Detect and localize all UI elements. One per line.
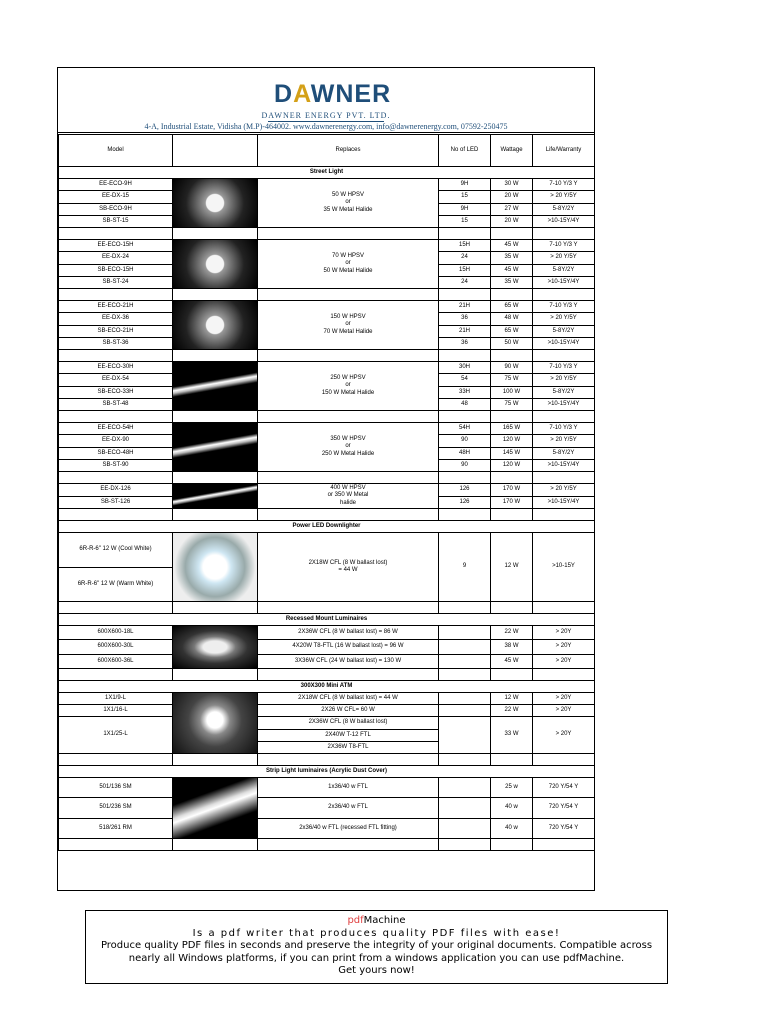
led-count-cell: 48H: [439, 447, 491, 459]
replaces-cell: 2X26 W CFL= 60 W: [258, 705, 439, 717]
price-sheet: [57, 67, 595, 891]
product-table: [58, 134, 595, 851]
section-header-row: [59, 521, 595, 533]
replaces-cell: 4X20W T8-FTL (16 W ballast lost) = 96 W: [258, 640, 439, 654]
empty-cell: [173, 669, 258, 681]
life-cell: >10-15Y/4Y: [533, 398, 595, 410]
model-cell: EE-DX-126: [59, 484, 173, 497]
spacer-row: [59, 228, 595, 240]
led-count-cell: [439, 705, 491, 717]
empty-cell: [439, 289, 491, 301]
col-model: Model: [59, 135, 173, 167]
life-cell: 720 Y/54 Y: [533, 778, 595, 798]
led-count-cell: [439, 640, 491, 654]
col-leds: No of LED: [439, 135, 491, 167]
empty-cell: [258, 289, 439, 301]
life-cell: >10-15Y/4Y: [533, 337, 595, 349]
image-cell: [173, 301, 258, 350]
mini-atm-row: [59, 693, 595, 705]
wattage-cell: 40 w: [491, 818, 533, 838]
empty-cell: [533, 472, 595, 484]
model-cell: SB-ST-48: [59, 398, 173, 410]
led-count-cell: 9: [439, 533, 491, 602]
col-image: [173, 135, 258, 167]
life-cell: > 20 Y/5Y: [533, 484, 595, 497]
led-count-cell: 24: [439, 276, 491, 288]
model-cell: SB-ST-15: [59, 215, 173, 227]
empty-cell: [258, 669, 439, 681]
life-cell: 5-8Y/2Y: [533, 386, 595, 398]
empty-cell: [258, 839, 439, 851]
spacer-row: [59, 669, 595, 681]
wattage-cell: 12 W: [491, 533, 533, 602]
life-cell: > 20 Y/5Y: [533, 191, 595, 203]
empty-cell: [491, 472, 533, 484]
empty-cell: [533, 669, 595, 681]
empty-cell: [258, 754, 439, 766]
life-cell: 5-8Y/2Y: [533, 203, 595, 215]
empty-cell: [491, 350, 533, 362]
life-cell: 7-10 Y/3 Y: [533, 240, 595, 252]
spacer-row: [59, 754, 595, 766]
replaces-cell: 2X40W T-12 FTL: [258, 730, 439, 742]
life-cell: 7-10 Y/3 Y: [533, 423, 595, 435]
section-header-row: [59, 614, 595, 626]
life-cell: 720 Y/54 Y: [533, 818, 595, 838]
company-address: 4-A, Industrial Estate, Vidisha (M.P)-464002. www.dawnerenergy.com, info@dawnerenergy.com, 07592-250475: [144, 122, 508, 131]
spacer-row: [59, 289, 595, 301]
life-cell: > 20 Y/5Y: [533, 374, 595, 386]
section-title: Power LED Downlighter: [59, 521, 595, 533]
model-cell: 6R-R-6" 12 W (Cool White): [59, 533, 173, 568]
empty-cell: [59, 228, 173, 240]
product-photo: [173, 626, 257, 668]
life-cell: > 20Y: [533, 705, 595, 717]
led-count-cell: 90: [439, 459, 491, 471]
led-count-cell: 15H: [439, 264, 491, 276]
wattage-cell: 100 W: [491, 386, 533, 398]
footer-line-4: Get yours now!: [338, 965, 415, 977]
spacer-row: [59, 472, 595, 484]
wattage-cell: 22 W: [491, 626, 533, 640]
empty-cell: [258, 602, 439, 614]
wattage-cell: 38 W: [491, 640, 533, 654]
product-photo: [173, 240, 257, 288]
product-photo: [173, 423, 257, 471]
led-count-cell: 90: [439, 435, 491, 447]
model-cell: SB-ECO-33H: [59, 386, 173, 398]
model-cell: SB-ECO-21H: [59, 325, 173, 337]
spacer-row: [59, 602, 595, 614]
empty-cell: [173, 411, 258, 423]
image-cell: [173, 484, 258, 509]
wattage-cell: 145 W: [491, 447, 533, 459]
wattage-cell: 35 W: [491, 252, 533, 264]
pdfmachine-brand: pdfMachine: [347, 915, 406, 926]
empty-cell: [439, 228, 491, 240]
section-title: 300X300 Mini ATM: [59, 681, 595, 693]
led-count-cell: [439, 693, 491, 705]
image-cell: [173, 778, 258, 839]
empty-cell: [59, 669, 173, 681]
wattage-cell: 120 W: [491, 459, 533, 471]
model-cell: SB-ST-90: [59, 459, 173, 471]
empty-cell: [173, 289, 258, 301]
empty-cell: [491, 509, 533, 521]
life-cell: >10-15Y/4Y: [533, 496, 595, 509]
empty-cell: [491, 602, 533, 614]
spacer-row: [59, 411, 595, 423]
empty-cell: [533, 602, 595, 614]
image-cell: [173, 240, 258, 289]
empty-cell: [173, 350, 258, 362]
life-cell: 5-8Y/2Y: [533, 325, 595, 337]
replaces-cell: 2X18W CFL (8 W ballast lost) = 44 W: [258, 693, 439, 705]
model-cell: SB-ST-126: [59, 496, 173, 509]
empty-cell: [491, 669, 533, 681]
model-cell: SB-ST-24: [59, 276, 173, 288]
image-cell: [173, 362, 258, 411]
life-cell: >10-15Y/4Y: [533, 459, 595, 471]
wattage-cell: 90 W: [491, 362, 533, 374]
wattage-cell: 45 W: [491, 654, 533, 668]
wattage-cell: 12 W: [491, 693, 533, 705]
col-replaces: Replaces: [258, 135, 439, 167]
strip-light-row: [59, 798, 595, 818]
empty-cell: [533, 289, 595, 301]
wattage-cell: 120 W: [491, 435, 533, 447]
image-cell: [173, 626, 258, 669]
empty-cell: [533, 228, 595, 240]
wattage-cell: 25 w: [491, 778, 533, 798]
empty-cell: [491, 228, 533, 240]
street-light-row: [59, 423, 595, 435]
empty-cell: [59, 509, 173, 521]
wattage-cell: 35 W: [491, 276, 533, 288]
replaces-cell: 2x36/40 w FTL: [258, 798, 439, 818]
led-count-cell: 21H: [439, 301, 491, 313]
led-count-cell: [439, 818, 491, 838]
empty-cell: [439, 472, 491, 484]
replaces-cell: 50 W HPSV or 35 W Metal Halide: [258, 179, 439, 228]
life-cell: > 20 Y/5Y: [533, 435, 595, 447]
empty-cell: [173, 754, 258, 766]
led-count-cell: 126: [439, 484, 491, 497]
led-count-cell: 15: [439, 215, 491, 227]
section-title: Recessed Mount Luminaires: [59, 614, 595, 626]
life-cell: > 20Y: [533, 654, 595, 668]
empty-cell: [533, 411, 595, 423]
section-title: Street Light: [59, 167, 595, 179]
replaces-cell: 2X36W T8-FTL: [258, 742, 439, 754]
model-cell: 1X1/16-L: [59, 705, 173, 717]
empty-cell: [533, 509, 595, 521]
replaces-cell: 2X36W CFL (8 W ballast lost) = 86 W: [258, 626, 439, 640]
strip-light-row: [59, 778, 595, 798]
letterhead: [58, 68, 594, 133]
life-cell: > 20 Y/5Y: [533, 313, 595, 325]
company-name: DAWNER ENERGY PVT. LTD.: [58, 111, 594, 120]
empty-cell: [258, 472, 439, 484]
product-photo: [173, 179, 257, 227]
led-count-cell: 126: [439, 496, 491, 509]
footer-tagline: Is a pdf writer that produces quality PDF files with ease!: [192, 927, 561, 939]
empty-cell: [491, 839, 533, 851]
section-header-row: [59, 167, 595, 179]
wattage-cell: 65 W: [491, 301, 533, 313]
model-cell: SB-ECO-9H: [59, 203, 173, 215]
product-photo: [173, 693, 257, 753]
replaces-cell: 250 W HPSV or 150 W Metal Halide: [258, 362, 439, 411]
empty-cell: [173, 228, 258, 240]
empty-cell: [59, 839, 173, 851]
wattage-cell: 27 W: [491, 203, 533, 215]
downlighter-row: [59, 533, 595, 568]
empty-cell: [258, 350, 439, 362]
product-photo: [173, 778, 257, 838]
wattage-cell: 50 W: [491, 337, 533, 349]
street-light-row: [59, 240, 595, 252]
led-count-cell: 9H: [439, 179, 491, 191]
model-cell: 600X600-30L: [59, 640, 173, 654]
recessed-row: [59, 654, 595, 668]
life-cell: > 20Y: [533, 693, 595, 705]
model-cell: 600X600-18L: [59, 626, 173, 640]
led-count-cell: 48: [439, 398, 491, 410]
life-cell: 7-10 Y/3 Y: [533, 179, 595, 191]
recessed-row: [59, 640, 595, 654]
empty-cell: [59, 472, 173, 484]
empty-cell: [59, 754, 173, 766]
empty-cell: [173, 839, 258, 851]
wattage-cell: 75 W: [491, 374, 533, 386]
led-count-cell: [439, 798, 491, 818]
street-light-row: [59, 301, 595, 313]
empty-cell: [439, 350, 491, 362]
empty-cell: [439, 602, 491, 614]
col-wattage: Wattage: [491, 135, 533, 167]
life-cell: > 20Y: [533, 717, 595, 754]
mini-atm-row: [59, 705, 595, 717]
empty-cell: [439, 839, 491, 851]
empty-cell: [173, 509, 258, 521]
life-cell: >10-15Y/4Y: [533, 215, 595, 227]
product-photo: [173, 484, 257, 508]
recessed-row: [59, 626, 595, 640]
replaces-cell: 400 W HPSV or 350 W Metal halide: [258, 484, 439, 509]
life-cell: >10-15Y: [533, 533, 595, 602]
led-count-cell: [439, 778, 491, 798]
model-cell: 501/236 SM: [59, 798, 173, 818]
wattage-cell: 75 W: [491, 398, 533, 410]
empty-cell: [491, 411, 533, 423]
life-cell: >10-15Y/4Y: [533, 276, 595, 288]
model-cell: EE-DX-15: [59, 191, 173, 203]
wattage-cell: 20 W: [491, 215, 533, 227]
empty-cell: [491, 289, 533, 301]
model-cell: 600X600-36L: [59, 654, 173, 668]
replaces-cell: 70 W HPSV or 50 W Metal Halide: [258, 240, 439, 289]
life-cell: > 20 Y/5Y: [533, 252, 595, 264]
led-count-cell: 33H: [439, 386, 491, 398]
model-cell: EE-ECO-21H: [59, 301, 173, 313]
image-cell: [173, 693, 258, 754]
led-count-cell: [439, 626, 491, 640]
empty-cell: [173, 472, 258, 484]
empty-cell: [533, 839, 595, 851]
model-cell: SB-ECO-15H: [59, 264, 173, 276]
dawner-logo: DAWNER: [274, 80, 392, 108]
product-photo: [173, 362, 257, 410]
life-cell: > 20Y: [533, 626, 595, 640]
led-count-cell: 36: [439, 313, 491, 325]
empty-cell: [173, 602, 258, 614]
life-cell: 7-10 Y/3 Y: [533, 301, 595, 313]
empty-cell: [439, 411, 491, 423]
empty-cell: [533, 350, 595, 362]
model-cell: EE-ECO-30H: [59, 362, 173, 374]
spacer-row: [59, 509, 595, 521]
image-cell: [173, 423, 258, 472]
section-header-row: [59, 766, 595, 778]
image-cell: [173, 179, 258, 228]
wattage-cell: 48 W: [491, 313, 533, 325]
model-cell: SB-ECO-48H: [59, 447, 173, 459]
wattage-cell: 40 w: [491, 798, 533, 818]
empty-cell: [59, 350, 173, 362]
led-count-cell: 54H: [439, 423, 491, 435]
image-cell: [173, 533, 258, 602]
replaces-cell: 2X36W CFL (8 W ballast lost): [258, 717, 439, 730]
model-cell: EE-ECO-9H: [59, 179, 173, 191]
section-header-row: [59, 681, 595, 693]
model-cell: EE-ECO-54H: [59, 423, 173, 435]
wattage-cell: 33 W: [491, 717, 533, 754]
footer-line-3: nearly all Windows platforms, if you can print from a windows application you can use pdfMachine.: [128, 952, 625, 964]
model-cell: 1X1/25-L: [59, 717, 173, 754]
life-cell: 7-10 Y/3 Y: [533, 362, 595, 374]
wattage-cell: 22 W: [491, 705, 533, 717]
pdfmachine-footer: [85, 910, 668, 984]
led-count-cell: 24: [439, 252, 491, 264]
led-count-cell: 21H: [439, 325, 491, 337]
model-cell: 6R-R-6" 12 W (Warm White): [59, 567, 173, 602]
life-cell: 5-8Y/2Y: [533, 264, 595, 276]
replaces-cell: 2X18W CFL (8 W ballast lost) = 44 W: [258, 533, 439, 602]
life-cell: 720 Y/54 Y: [533, 798, 595, 818]
model-cell: SB-ST-36: [59, 337, 173, 349]
life-cell: > 20Y: [533, 640, 595, 654]
model-cell: 1X1/9-L: [59, 693, 173, 705]
empty-cell: [59, 289, 173, 301]
column-header-row: [59, 135, 595, 167]
wattage-cell: 30 W: [491, 179, 533, 191]
section-title: Strip Light luminaires (Acrylic Dust Cover): [59, 766, 595, 778]
life-cell: 5-8Y/2Y: [533, 447, 595, 459]
product-photo: [173, 301, 257, 349]
street-light-row: [59, 484, 595, 497]
empty-cell: [258, 228, 439, 240]
wattage-cell: 170 W: [491, 496, 533, 509]
model-cell: EE-DX-24: [59, 252, 173, 264]
model-cell: EE-DX-54: [59, 374, 173, 386]
footer-line-2: Produce quality PDF files in seconds and preserve the integrity of your original documents. Compatible across: [100, 940, 653, 952]
wattage-cell: 165 W: [491, 423, 533, 435]
led-count-cell: 36: [439, 337, 491, 349]
led-count-cell: 9H: [439, 203, 491, 215]
empty-cell: [258, 411, 439, 423]
replaces-cell: 150 W HPSV or 70 W Metal Halide: [258, 301, 439, 350]
replaces-cell: 350 W HPSV or 250 W Metal Halide: [258, 423, 439, 472]
empty-cell: [59, 602, 173, 614]
empty-cell: [59, 411, 173, 423]
wattage-cell: 45 W: [491, 264, 533, 276]
strip-light-row: [59, 818, 595, 838]
replaces-cell: 2x36/40 w FTL (recessed FTL fitting): [258, 818, 439, 838]
spacer-row: [59, 839, 595, 851]
model-cell: 501/136 SM: [59, 778, 173, 798]
spacer-row: [59, 350, 595, 362]
model-cell: EE-DX-90: [59, 435, 173, 447]
led-count-cell: 15: [439, 191, 491, 203]
wattage-cell: 20 W: [491, 191, 533, 203]
led-count-cell: 15H: [439, 240, 491, 252]
led-count-cell: [439, 717, 491, 754]
led-count-cell: [439, 654, 491, 668]
mini-atm-row: [59, 717, 595, 730]
empty-cell: [439, 509, 491, 521]
col-life: Life/Warranty: [533, 135, 595, 167]
empty-cell: [439, 669, 491, 681]
led-count-cell: 30H: [439, 362, 491, 374]
empty-cell: [533, 754, 595, 766]
model-cell: EE-DX-36: [59, 313, 173, 325]
model-cell: 518/261 RM: [59, 818, 173, 838]
wattage-cell: 45 W: [491, 240, 533, 252]
led-count-cell: 54: [439, 374, 491, 386]
replaces-cell: 3X36W CFL (24 W ballast lost) = 130 W: [258, 654, 439, 668]
street-light-row: [59, 179, 595, 191]
empty-cell: [491, 754, 533, 766]
model-cell: EE-ECO-15H: [59, 240, 173, 252]
product-photo: [173, 533, 257, 601]
empty-cell: [258, 509, 439, 521]
empty-cell: [439, 754, 491, 766]
street-light-row: [59, 362, 595, 374]
wattage-cell: 170 W: [491, 484, 533, 497]
replaces-cell: 1x36/40 w FTL: [258, 778, 439, 798]
wattage-cell: 65 W: [491, 325, 533, 337]
